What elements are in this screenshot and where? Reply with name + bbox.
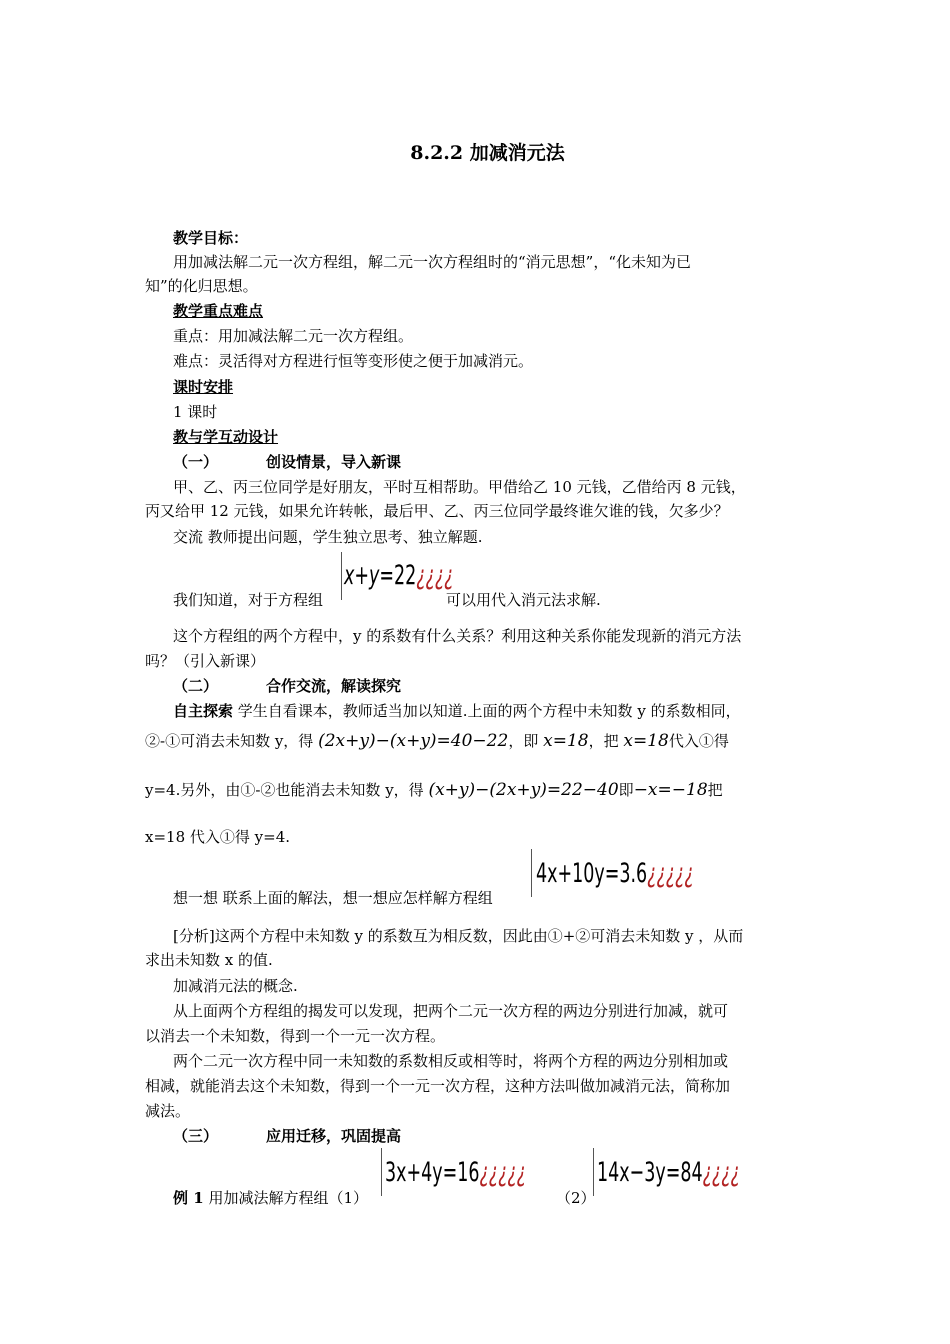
eq3-text: 3x+4y=16 <box>385 1157 480 1188</box>
think-text: 想一想 联系上面的解法，想一想应怎样解方程组 <box>173 889 493 907</box>
eq4-text: 14x−3y=84 <box>597 1157 703 1188</box>
question-line1: 这个方程组的两个方程中，y 的系数有什么关系？利用这种关系你能发现新的消元方法 <box>173 627 742 645</box>
keypoints-heading: 教学重点难点 <box>173 302 264 320</box>
definition-line2: 相减，就能消去这个未知数，得到一个一元一次方程，这种方法叫做加减消元法，简称加 <box>145 1077 731 1095</box>
exchange-text: 交流 教师提出问题，学生独立思考、独立解题. <box>173 528 483 546</box>
explore-formula5: −x=−18 <box>633 780 708 800</box>
explore-text2: ②-①可消去未知数 y，得 <box>145 732 314 750</box>
explore-text1: 学生自看课本，教师适当加以知道.上面的两个方程中未知数 y 的系数相同， <box>233 702 741 720</box>
explore-text4: ，把 <box>588 732 619 750</box>
explore-formula1: (2x+y)−(x+y)=40−22 <box>318 731 509 751</box>
goals-text-line2: 知”的化归思想。 <box>145 277 258 295</box>
question-line2: 吗？（引入新课） <box>145 652 266 670</box>
goals-heading: 教学目标： <box>173 229 249 247</box>
concept-heading: 加减消元法的概念. <box>173 977 298 995</box>
section1-title: 创设情景，导入新课 <box>266 453 402 471</box>
definition-line1: 两个二元一次方程中同一未知数的系数相反或相等时，将两个方程的两边分别相加或 <box>173 1052 729 1070</box>
story-line2: 丙又给甲 12 元钱，如果允许转帐，最后甲、乙、丙三位同学最终谁欠谁的钱，欠多少？ <box>145 502 729 520</box>
section2-number: （二） <box>173 677 219 695</box>
equation-system-4 <box>597 1158 740 1188</box>
section3-title: 应用迁移，巩固提高 <box>266 1127 402 1145</box>
explore-text3: ，即 <box>508 732 539 750</box>
schedule-heading: 课时安排 <box>173 378 234 396</box>
explore-line1 <box>173 700 741 722</box>
example-label: 例 1 <box>173 1189 204 1207</box>
equation-system-3-brace <box>381 1148 382 1196</box>
concept-line2: 以消去一个未知数，得到一个一元一次方程。 <box>145 1027 446 1045</box>
section1-heading <box>173 451 401 473</box>
example-text: 用加减法解方程组（1） <box>203 1189 368 1207</box>
section3-heading <box>173 1125 401 1147</box>
section1-number: （一） <box>173 453 219 471</box>
equation-system-4-brace <box>593 1148 594 1196</box>
section2-title: 合作交流，解读探究 <box>266 677 402 695</box>
know-text-after: 可以用代入消元法求解. <box>446 591 601 609</box>
explore-text7: 即 <box>618 781 634 799</box>
schedule-text: 1 课时 <box>173 403 218 421</box>
eq4-garbled-glyphs: ¿¿¿¿ <box>702 1157 740 1188</box>
eq1-plus: + <box>354 560 370 591</box>
example-part2-label: （2） <box>556 1189 596 1207</box>
design-heading: 教与学互动设计 <box>173 428 279 446</box>
equation-system-1-brace <box>341 552 342 600</box>
equation-system-1 <box>344 561 453 591</box>
analysis-line2: 求出未知数 x 的值. <box>145 951 273 969</box>
explore-formula2: x=18 <box>543 731 589 751</box>
eq1-y: y <box>369 560 380 591</box>
eq1-garbled-glyphs: ¿¿¿¿ <box>416 560 454 591</box>
explore-formula3: x=18 <box>623 731 669 751</box>
story-line1: 甲、乙、丙三位同学是好朋友，平时互相帮助。甲借给乙 10 元钱，乙借给丙 8 元钱， <box>173 478 746 496</box>
eq2-garbled-glyphs: ¿¿¿¿¿ <box>647 858 694 889</box>
goals-text-line1: 用加减法解二元一次方程组，解二元一次方程组时的“消元思想”，“化未知为已 <box>173 253 692 271</box>
definition-line3: 减法。 <box>145 1102 191 1120</box>
explore-label: 自主探索 <box>173 702 234 720</box>
explore-line3 <box>145 779 723 801</box>
explore-text8: 把 <box>707 781 723 799</box>
analysis-line1: [分析]这两个方程中未知数 y 的系数互为相反数，因此由①+②可消去未知数 y ，从而 <box>173 927 744 945</box>
explore-line4: x=18 代入①得 y=4. <box>145 828 291 846</box>
keypoint-text: 重点：用加减法解二元一次方程组。 <box>173 327 414 345</box>
explore-line2 <box>145 730 729 752</box>
section2-heading <box>173 675 401 697</box>
eq3-garbled-glyphs: ¿¿¿¿¿ <box>479 1157 526 1188</box>
eq2-text: 4x+10y=3.6 <box>536 858 648 889</box>
example-line <box>173 1187 368 1209</box>
equation-system-2-brace <box>531 849 532 897</box>
eq1-x: x <box>344 560 355 591</box>
eq1-rhs: =22 <box>379 560 417 591</box>
section3-number: （三） <box>173 1127 219 1145</box>
equation-system-3 <box>385 1158 526 1188</box>
know-text-before: 我们知道，对于方程组 <box>173 591 324 609</box>
document-title: 8.2.2 加减消元法 <box>410 142 565 164</box>
equation-system-2 <box>536 859 694 889</box>
explore-text6: y=4.另外，由①-②也能消去未知数 y，得 <box>145 781 424 799</box>
explore-text5: 代入①得 <box>668 732 729 750</box>
concept-line1: 从上面两个方程组的揭发可以发现，把两个二元一次方程的两边分别进行加减，就可 <box>173 1002 729 1020</box>
explore-formula4: (x+y)−(2x+y)=22−40 <box>428 780 619 800</box>
difficulty-text: 难点：灵活得对方程进行恒等变形使之便于加减消元。 <box>173 352 534 370</box>
